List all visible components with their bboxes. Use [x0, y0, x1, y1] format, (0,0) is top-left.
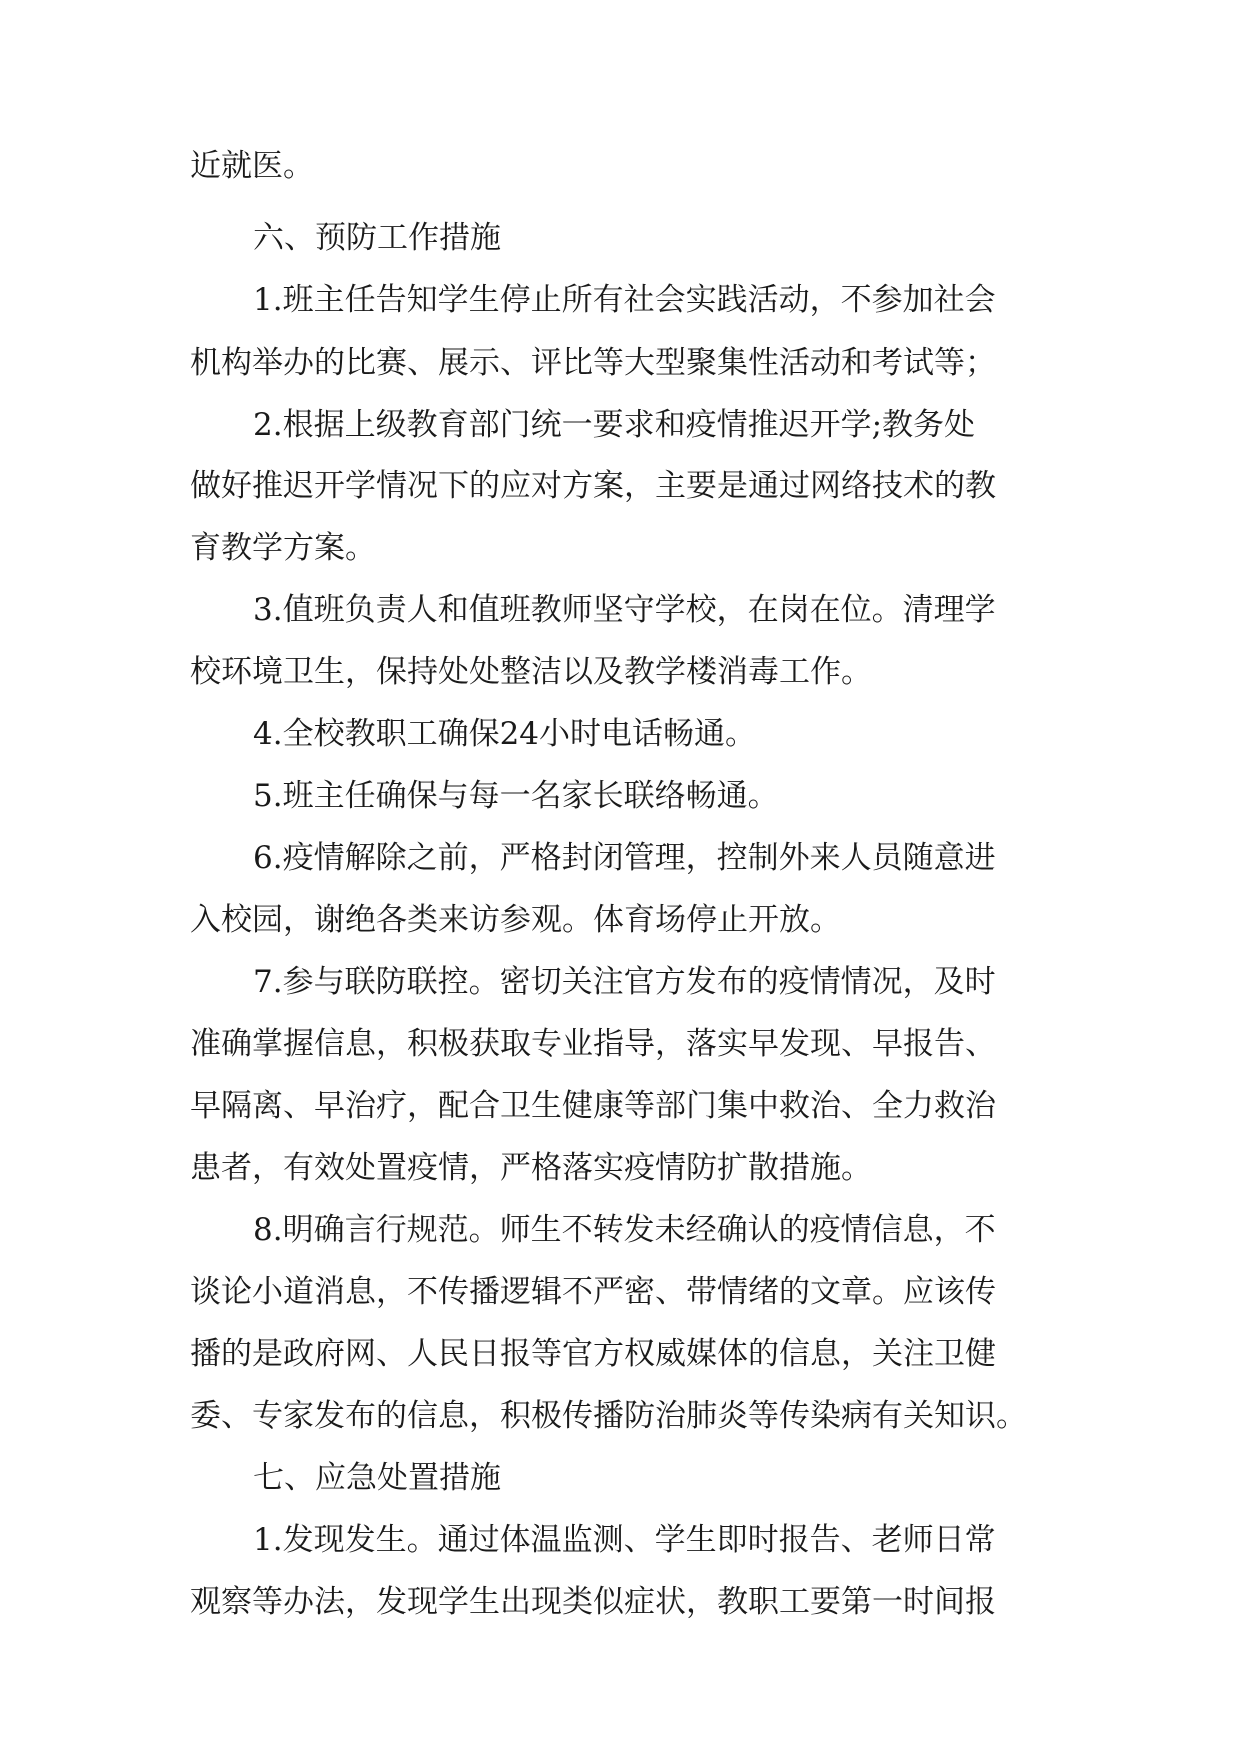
text-line: 观察等办法，发现学生出现类似症状，教职工要第一时间报: [190, 1584, 996, 1620]
text-line: 播的是政府网、人民日报等官方权威媒体的信息，关注卫健: [190, 1336, 996, 1372]
text-line: 8.明确言行规范。师生不转发未经确认的疫情信息，不: [253, 1212, 996, 1248]
text-line: 3.值班负责人和值班教师坚守学校，在岗在位。清理学: [253, 592, 996, 628]
text-line: 2.根据上级教育部门统一要求和疫情推迟开学;教务处: [253, 407, 976, 443]
text-line: 入校园，谢绝各类来访参观。体育场停止开放。: [190, 902, 841, 938]
text-line: 患者，有效处置疫情，严格落实疫情防扩散措施。: [190, 1150, 872, 1186]
section-heading: 六、预防工作措施: [253, 220, 501, 256]
text-line: 4.全校教职工确保24小时电话畅通。: [253, 716, 757, 752]
text-line: 机构举办的比赛、展示、评比等大型聚集性活动和考试等；: [190, 345, 996, 381]
text-line: 谈论小道消息，不传播逻辑不严密、带情绪的文章。应该传: [190, 1274, 996, 1310]
text-line: 1.发现发生。通过体温监测、学生即时报告、老师日常: [253, 1522, 996, 1558]
text-line: 准确掌握信息，积极获取专业指导，落实早发现、早报告、: [190, 1026, 996, 1062]
text-line: 委、专家发布的信息，积极传播防治肺炎等传染病有关知识。: [190, 1398, 1027, 1434]
section-heading: 七、应急处置措施: [253, 1460, 501, 1496]
text-line: 5.班主任确保与每一名家长联络畅通。: [253, 778, 779, 814]
text-line: 育教学方案。: [190, 530, 376, 566]
text-line: 7.参与联防联控。密切关注官方发布的疫情情况，及时: [253, 964, 996, 1000]
text-line: 早隔离、早治疗，配合卫生健康等部门集中救治、全力救治: [190, 1088, 996, 1124]
text-line: 近就医。: [190, 148, 314, 184]
text-line: 6.疫情解除之前，严格封闭管理，控制外来人员随意进: [253, 840, 996, 876]
text-line: 校环境卫生，保持处处整洁以及教学楼消毒工作。: [190, 654, 872, 690]
text-line: 1.班主任告知学生停止所有社会实践活动，不参加社会: [253, 282, 996, 318]
text-line: 做好推迟开学情况下的应对方案，主要是通过网络技术的教: [190, 468, 996, 504]
